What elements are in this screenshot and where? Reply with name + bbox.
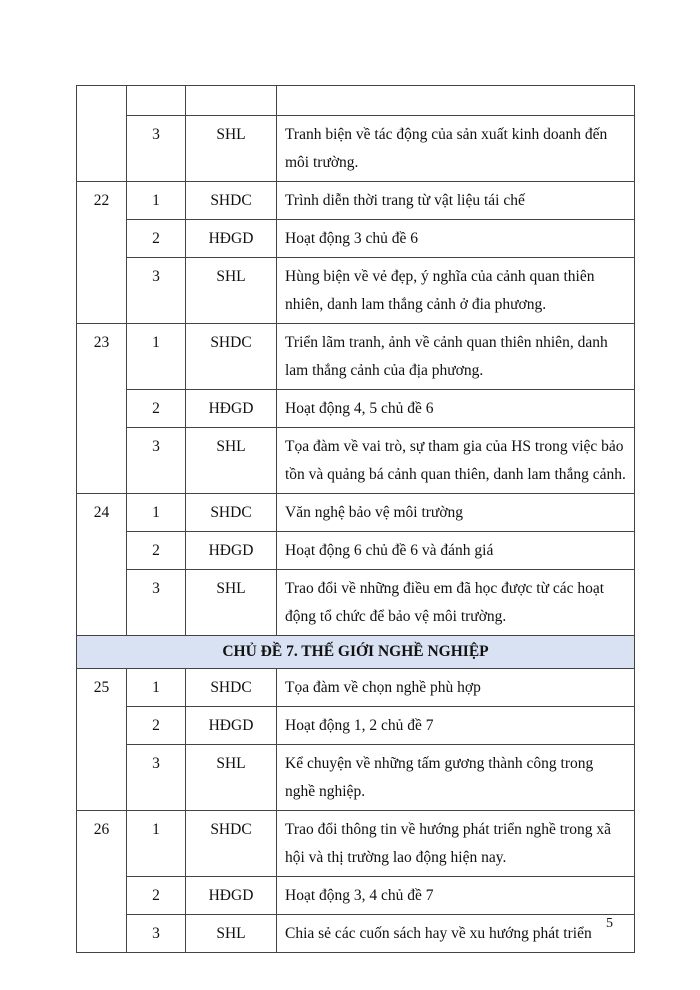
period-cell: 1: [127, 494, 186, 532]
table-row: [77, 494, 635, 532]
table-row: [77, 182, 635, 220]
table-row: [77, 877, 635, 915]
table-row: [77, 324, 635, 390]
type-cell: HĐGD: [186, 877, 277, 915]
period-cell: 2: [127, 532, 186, 570]
content-cell: Tọa đàm về vai trò, sự tham gia của HS trong việc bảo tồn và quảng bá cảnh quan thiên, danh lam thắng cảnh.: [277, 428, 635, 494]
type-cell: SHL: [186, 745, 277, 811]
week-cell: 25: [77, 669, 127, 811]
period-cell: 3: [127, 745, 186, 811]
period-cell: 3: [127, 258, 186, 324]
table-row: [77, 915, 635, 953]
content-cell: Trình diễn thời trang từ vật liệu tái chế: [277, 182, 635, 220]
content-cell: [277, 86, 635, 116]
table-row: [77, 116, 635, 182]
content-cell: Hoạt động 4, 5 chủ đề 6: [277, 390, 635, 428]
table-row: [77, 390, 635, 428]
type-cell: SHL: [186, 428, 277, 494]
type-cell: SHDC: [186, 811, 277, 877]
week-cell: 22: [77, 182, 127, 324]
type-cell: SHDC: [186, 324, 277, 390]
type-cell: SHDC: [186, 182, 277, 220]
topic-header-row: [77, 636, 635, 669]
period-cell: 2: [127, 877, 186, 915]
content-cell: Trao đổi về những điều em đã học được từ các hoạt động tổ chức để bảo vệ môi trường.: [277, 570, 635, 636]
table-row: [77, 707, 635, 745]
type-cell: HĐGD: [186, 707, 277, 745]
table-row: [77, 570, 635, 636]
period-cell: 1: [127, 182, 186, 220]
table-row: [77, 428, 635, 494]
period-cell: 1: [127, 811, 186, 877]
week-cell: 26: [77, 811, 127, 953]
type-cell: HĐGD: [186, 532, 277, 570]
period-cell: 2: [127, 220, 186, 258]
content-cell: Hoạt động 6 chủ đề 6 và đánh giá: [277, 532, 635, 570]
type-cell: SHL: [186, 570, 277, 636]
period-cell: 3: [127, 428, 186, 494]
topic-header: CHỦ ĐỀ 7. THẾ GIỚI NGHỀ NGHIỆP: [77, 636, 635, 669]
content-cell: Hoạt động 1, 2 chủ đề 7: [277, 707, 635, 745]
content-cell: Hùng biện về vẻ đẹp, ý nghĩa của cảnh quan thiên nhiên, danh lam thắng cảnh ở đia phương.: [277, 258, 635, 324]
table-row: [77, 669, 635, 707]
type-cell: SHDC: [186, 669, 277, 707]
week-cell: 24: [77, 494, 127, 636]
week-cell: 23: [77, 324, 127, 494]
week-cell: [77, 86, 127, 182]
content-cell: Tranh biện về tác động của sản xuất kinh doanh đến môi trường.: [277, 116, 635, 182]
content-cell: Chia sẻ các cuốn sách hay về xu hướng phát triển: [277, 915, 635, 953]
type-cell: SHDC: [186, 494, 277, 532]
table-row: [77, 86, 635, 116]
period-cell: 1: [127, 324, 186, 390]
period-cell: 3: [127, 116, 186, 182]
content-cell: Văn nghệ bảo vệ môi trường: [277, 494, 635, 532]
type-cell: HĐGD: [186, 390, 277, 428]
table-row: [77, 532, 635, 570]
table-row: [77, 220, 635, 258]
page-number: 5: [606, 916, 613, 931]
content-cell: Hoạt động 3 chủ đề 6: [277, 220, 635, 258]
activity-schedule-table: [76, 85, 635, 953]
content-cell: Hoạt động 3, 4 chủ đề 7: [277, 877, 635, 915]
content-cell: Kể chuyện về những tấm gương thành công trong nghề nghiệp.: [277, 745, 635, 811]
type-cell: [186, 86, 277, 116]
type-cell: SHL: [186, 116, 277, 182]
period-cell: 1: [127, 669, 186, 707]
period-cell: 3: [127, 570, 186, 636]
table-row: [77, 258, 635, 324]
table-row: [77, 811, 635, 877]
period-cell: 2: [127, 390, 186, 428]
type-cell: SHL: [186, 915, 277, 953]
type-cell: HĐGD: [186, 220, 277, 258]
period-cell: 3: [127, 915, 186, 953]
type-cell: SHL: [186, 258, 277, 324]
content-cell: Trao đổi thông tin về hướng phát triển nghề trong xã hội và thị trường lao động hiện nay.: [277, 811, 635, 877]
content-cell: Triển lãm tranh, ảnh về cảnh quan thiên nhiên, danh lam thắng cảnh của địa phương.: [277, 324, 635, 390]
table-row: [77, 745, 635, 811]
content-cell: Tọa đàm về chọn nghề phù hợp: [277, 669, 635, 707]
period-cell: 2: [127, 707, 186, 745]
period-cell: [127, 86, 186, 116]
